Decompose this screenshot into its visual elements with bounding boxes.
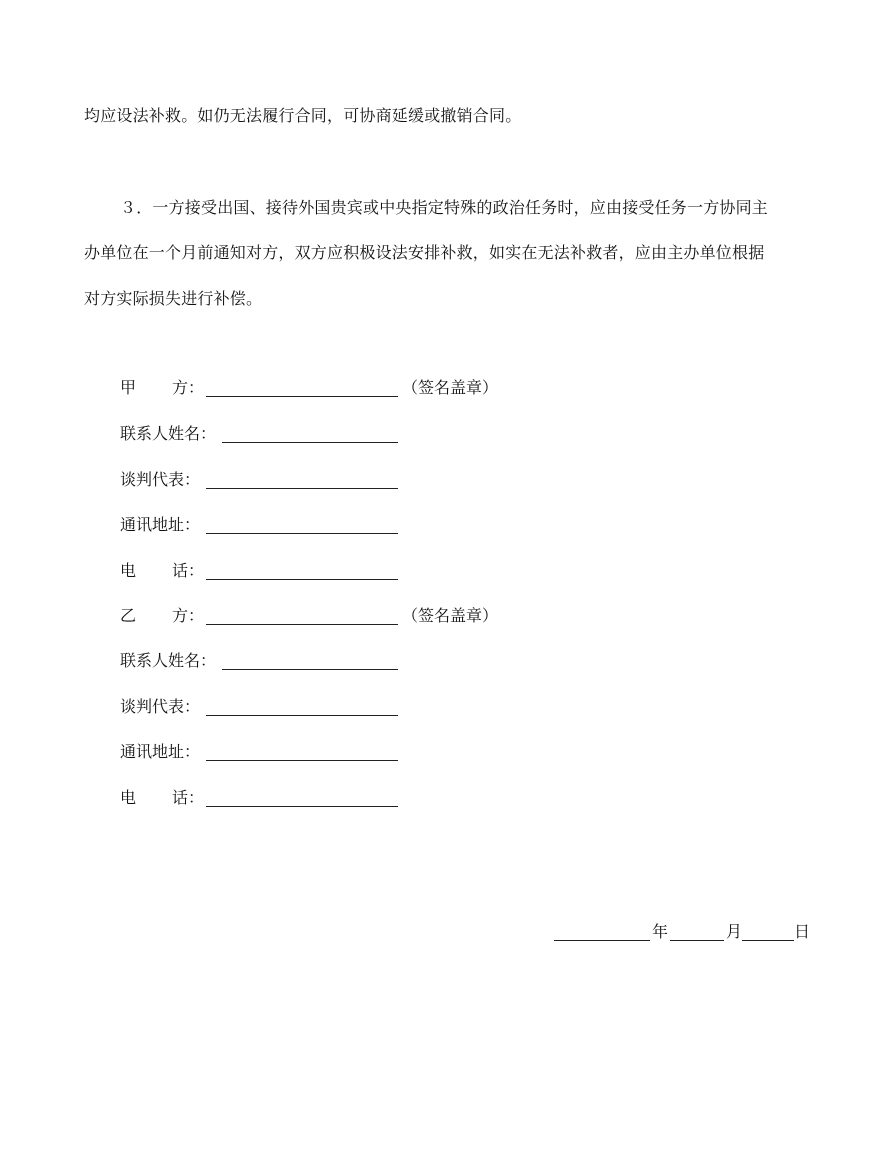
party-a-signature-line[interactable]: [206, 396, 398, 397]
party-b-phone-label-suffix: 话：: [172, 788, 205, 807]
party-a-label-suffix: 方：: [172, 378, 205, 397]
paragraph-2-line-3: 对方实际损失进行补偿。: [84, 289, 263, 308]
party-a-rep-line[interactable]: [206, 488, 398, 489]
party-a-contact-label: 联系人姓名：: [120, 424, 217, 443]
party-b-address-label: 通讯地址：: [120, 742, 201, 761]
year-unit: 年: [652, 922, 669, 941]
paragraph-1-line-1: 均应设法补救。如仍无法履行合同，可协商延缓或撤销合同。: [84, 106, 522, 125]
party-a-label-char: 甲: [120, 378, 137, 397]
paragraph-2-line-2: 办单位在一个月前通知对方，双方应积极设法安排补救，如实在无法补救者，应由主办单位根据: [84, 243, 765, 262]
day-line[interactable]: [742, 940, 794, 941]
party-a-phone-label-char: 电: [120, 561, 137, 580]
party-b-address-line[interactable]: [206, 760, 398, 761]
party-a-rep-label: 谈判代表：: [120, 470, 201, 489]
party-a-sign-note: （签名盖章）: [402, 378, 499, 397]
party-a-contact-line[interactable]: [222, 442, 398, 443]
party-b-phone-label-char: 电: [120, 788, 137, 807]
party-a-address-label: 通讯地址：: [120, 515, 201, 534]
party-b-label-suffix: 方：: [172, 606, 205, 625]
day-unit: 日: [794, 922, 811, 941]
party-b-contact-label: 联系人姓名：: [120, 651, 217, 670]
party-b-label-char: 乙: [120, 606, 137, 625]
party-b-phone-line[interactable]: [206, 806, 398, 807]
party-a-address-line[interactable]: [206, 533, 398, 534]
party-b-rep-line[interactable]: [206, 715, 398, 716]
paragraph-2-line-1: ３．一方接受出国、接待外国贵宾或中央指定特殊的政治任务时，应由接受任务一方协同主: [120, 198, 769, 217]
party-a-phone-label-suffix: 话：: [172, 561, 205, 580]
party-b-sign-note: （签名盖章）: [402, 606, 499, 625]
month-line[interactable]: [670, 940, 724, 941]
party-b-rep-label: 谈判代表：: [120, 697, 201, 716]
year-line[interactable]: [554, 940, 650, 941]
party-b-signature-line[interactable]: [206, 624, 398, 625]
month-unit: 月: [726, 922, 743, 941]
party-a-phone-line[interactable]: [206, 579, 398, 580]
party-b-contact-line[interactable]: [222, 669, 398, 670]
